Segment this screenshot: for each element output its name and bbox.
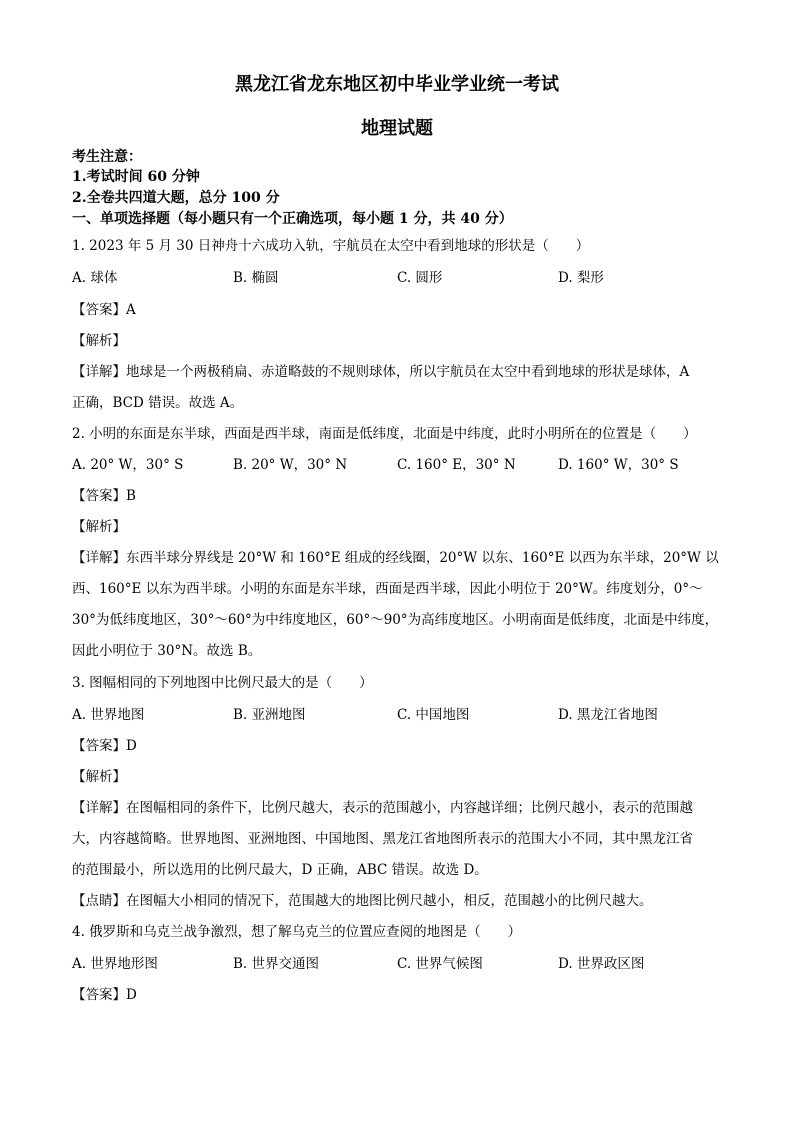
analysis-label: 【解析】: [72, 519, 126, 535]
detail-line: 西、160°E 以东为西半球。小明的东面是东半球，西面是西半球，因此小明位于 20°W。纬度划分，0°～: [72, 581, 703, 597]
detail-line: 的范围最小，所以选用的比例尺最大，D 正确，ABC 错误。故选 D。: [72, 862, 488, 878]
question-stem: 3. 图幅相同的下列地图中比例尺最大的是（ ）: [72, 675, 373, 691]
option: A. 世界地形图: [72, 956, 158, 972]
option: D. 黑龙江省地图: [558, 707, 658, 723]
option: C. 世界气候图: [397, 956, 483, 972]
option: C. 中国地图: [397, 707, 470, 723]
exam-title: 黑龙江省龙东地区初中毕业学业统一考试: [235, 74, 559, 95]
detail-line: 【详解】东西半球分界线是 20°W 和 160°E 组成的经线圈，20°W 以东、160°E 以西为东半球，20°W 以: [72, 550, 719, 566]
detail-line: 【详解】在图幅相同的条件下，比例尺越大，表示的范围越小，内容越详细；比例尺越小，表示的范围越: [72, 800, 693, 816]
option: B. 椭圆: [233, 270, 279, 286]
option: D. 梨形: [558, 270, 604, 286]
detail-line: 【详解】地球是一个两极稍扁、赤道略鼓的不规则球体，所以宇航员在太空中看到地球的形状是球体，A: [72, 364, 690, 380]
detail-line: 因此小明位于 30°N。故选 B。: [72, 643, 262, 659]
question-stem: 1. 2023 年 5 月 30 日神舟十六成功入轨，宇航员在太空中看到地球的形状是（ ）: [72, 238, 590, 254]
section-title: 一、单项选择题（每小题只有一个正确选项，每小题 1 分，共 40 分）: [72, 211, 513, 227]
analysis-label: 【解析】: [72, 769, 126, 785]
detail-line: 大，内容越简略。世界地图、亚洲地图、中国地图、黑龙江省地图所表示的范围大小不同，其中黑龙江省: [72, 831, 693, 847]
notice-item: 1.考试时间 60 分钟: [72, 169, 200, 185]
option: A. 20° W，30° S: [72, 457, 184, 473]
notice-item: 2.全卷共四道大题，总分 100 分: [72, 190, 280, 206]
option: B. 世界交通图: [233, 956, 320, 972]
notice-heading: 考生注意：: [72, 149, 142, 165]
option: B. 20° W，30° N: [233, 457, 348, 473]
answer: 【答案】D: [72, 987, 137, 1003]
answer: 【答案】B: [72, 488, 136, 504]
option: D. 160° W，30° S: [558, 457, 679, 473]
option: A. 球体: [72, 270, 118, 286]
option: C. 160° E，30° N: [397, 457, 516, 473]
option: B. 亚洲地图: [233, 707, 306, 723]
detail-line: 30°为低纬度地区，30°～60°为中纬度地区，60°～90°为高纬度地区。小明南面是低纬度，北面是中纬度，: [72, 612, 719, 628]
question-stem: 2. 小明的东面是东半球，西面是西半球，南面是低纬度，北面是中纬度，此时小明所在的位置是（ ）: [72, 426, 697, 442]
answer: 【答案】A: [72, 302, 136, 318]
analysis-label: 【解析】: [72, 333, 126, 349]
detail-line: 正确，BCD 错误。故选 A。: [72, 395, 244, 411]
option: D. 世界政区图: [558, 956, 645, 972]
option: C. 圆形: [397, 270, 443, 286]
option: A. 世界地图: [72, 707, 145, 723]
point-note: 【点睛】在图幅大小相同的情况下，范围越大的地图比例尺越小，相反，范围越小的比例尺越大。: [72, 893, 653, 909]
exam-subtitle: 地理试题: [361, 118, 433, 139]
question-stem: 4. 俄罗斯和乌克兰战争激烈，想了解乌克兰的位置应查阅的地图是（ ）: [72, 924, 522, 940]
answer: 【答案】D: [72, 738, 137, 754]
